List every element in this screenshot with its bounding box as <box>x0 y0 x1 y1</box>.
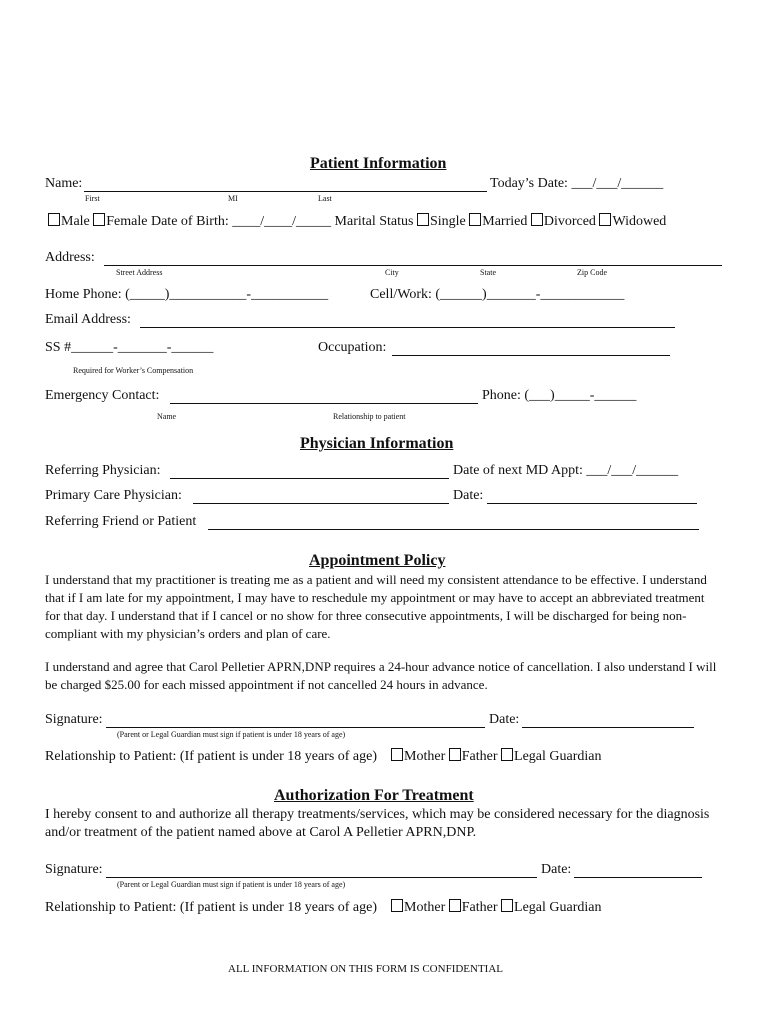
checkbox-box[interactable] <box>417 213 429 226</box>
widowed-checkbox[interactable]: Widowed <box>599 214 666 229</box>
ss-field[interactable]: SS #______-_______-______ <box>45 340 214 355</box>
emergency-phone-field[interactable]: Phone: (___)_____-______ <box>482 388 637 403</box>
home-phone-field[interactable]: Home Phone: (_____)___________-___________ <box>45 287 329 302</box>
emergency-contact-field[interactable] <box>170 403 478 404</box>
checkbox-box[interactable] <box>501 748 513 761</box>
auth-date-label: Date: <box>541 862 572 877</box>
policy-relationship-row <box>45 748 601 765</box>
name-first-caption: First <box>85 194 100 203</box>
state-caption: State <box>480 268 496 277</box>
next-appt-field[interactable]: Date of next MD Appt: ___/___/______ <box>453 463 679 478</box>
referring-physician-field[interactable] <box>170 478 449 479</box>
primary-care-field[interactable] <box>193 503 449 504</box>
ss-note: Required for Worker’s Compensation <box>73 366 194 375</box>
email-label: Email Address: <box>45 312 131 327</box>
policy-father-checkbox[interactable]: Father <box>449 749 498 764</box>
policy-date-label: Date: <box>489 712 520 727</box>
confidential-footer: ALL INFORMATION ON THIS FORM IS CONFIDENTIAL <box>228 963 504 975</box>
policy-legal-guardian-checkbox[interactable]: Legal Guardian <box>501 749 601 764</box>
gender-dob-marital-row <box>48 213 666 230</box>
name-mi-caption: MI <box>228 194 238 203</box>
auth-date-field[interactable] <box>574 877 702 878</box>
appointment-policy-paragraph-2: I understand and agree that Carol Pelletier APRN,DNP requires a 24-hour advance notice of cancellation. I also understand I will be charged $25.00 for each missed appointment if not cancelled 24 hours in advance. <box>45 659 717 692</box>
single-checkbox[interactable]: Single <box>417 214 466 229</box>
auth-relationship-row <box>45 899 601 916</box>
city-caption: City <box>385 268 399 277</box>
name-label: Name: <box>45 176 83 191</box>
occupation-label: Occupation: <box>318 340 387 355</box>
address-field[interactable] <box>104 265 722 266</box>
female-checkbox[interactable]: Female <box>93 214 147 229</box>
street-caption: Street Address <box>116 268 163 277</box>
dob-field[interactable]: Date of Birth: ____/____/_____ <box>150 214 332 229</box>
referring-friend-field[interactable] <box>208 529 699 530</box>
authorization-paragraph: I hereby consent to and authorize all therapy treatments/services, which may be considered necessary for the diagnosis and/or treatment of the patient named above at Carol A Pelletier APRN,DNP. <box>45 807 710 840</box>
referring-friend-label: Referring Friend or Patient <box>45 514 197 529</box>
male-checkbox[interactable]: Male <box>48 214 90 229</box>
policy-signature-field[interactable] <box>106 727 485 728</box>
auth-legal-guardian-checkbox[interactable]: Legal Guardian <box>501 900 601 915</box>
todays-date-field[interactable]: Today’s Date: ___/___/______ <box>490 176 664 191</box>
emergency-name-caption: Name <box>157 412 177 421</box>
policy-signature-label: Signature: <box>45 712 103 727</box>
name-field[interactable] <box>84 191 487 192</box>
checkbox-box[interactable] <box>501 899 513 912</box>
primary-date-label: Date: <box>453 488 484 503</box>
auth-signature-label: Signature: <box>45 862 103 877</box>
divorced-checkbox[interactable]: Divorced <box>531 214 596 229</box>
checkbox-box[interactable] <box>48 213 60 226</box>
policy-date-field[interactable] <box>522 727 694 728</box>
checkbox-box[interactable] <box>93 213 105 226</box>
email-field[interactable] <box>140 327 675 328</box>
occupation-field[interactable] <box>392 355 670 356</box>
auth-mother-checkbox[interactable]: Mother <box>391 900 445 915</box>
checkbox-box[interactable] <box>531 213 543 226</box>
emergency-contact-label: Emergency Contact: <box>45 388 160 403</box>
primary-date-field[interactable] <box>487 503 697 504</box>
auth-father-checkbox[interactable]: Father <box>449 900 498 915</box>
checkbox-box[interactable] <box>599 213 611 226</box>
name-last-caption: Last <box>318 194 332 203</box>
primary-care-label: Primary Care Physician: <box>45 488 182 503</box>
zip-caption: Zip Code <box>577 268 607 277</box>
checkbox-box[interactable] <box>391 748 403 761</box>
referring-physician-label: Referring Physician: <box>45 463 161 478</box>
emergency-relationship-caption: Relationship to patient <box>333 412 406 421</box>
marital-status-label: Marital Status <box>334 214 414 229</box>
patient-info-heading: Patient Information <box>310 155 447 172</box>
checkbox-box[interactable] <box>449 748 461 761</box>
physician-info-heading: Physician Information <box>300 435 454 452</box>
checkbox-box[interactable] <box>469 213 481 226</box>
checkbox-box[interactable] <box>449 899 461 912</box>
auth-relationship-label: Relationship to Patient: (If patient is under 18 years of age) <box>45 900 378 915</box>
married-checkbox[interactable]: Married <box>469 214 527 229</box>
auth-guardian-note: (Parent or Legal Guardian must sign if patient is under 18 years of age) <box>117 880 346 889</box>
policy-mother-checkbox[interactable]: Mother <box>391 749 445 764</box>
address-label: Address: <box>45 250 95 265</box>
policy-guardian-note: (Parent or Legal Guardian must sign if patient is under 18 years of age) <box>117 730 346 739</box>
appointment-policy-heading: Appointment Policy <box>309 552 446 569</box>
cell-work-field[interactable]: Cell/Work: (______)_______-____________ <box>370 287 625 302</box>
authorization-heading: Authorization For Treatment <box>274 787 474 804</box>
appointment-policy-paragraph-1: I understand that my practitioner is treating me as a patient and will need my consistent attendance to be effective. I understand that if I am late for my appointment, I may have to reschedule my appointment or may have to accept an abbreviated treatment for that day. I understand that if I cancel or no show for three consecutive appointments, I will be discharged for being non-compliant with my physician’s orders and plan of care. <box>45 572 707 641</box>
policy-relationship-label: Relationship to Patient: (If patient is under 18 years of age) <box>45 749 378 764</box>
auth-signature-field[interactable] <box>106 877 537 878</box>
checkbox-box[interactable] <box>391 899 403 912</box>
